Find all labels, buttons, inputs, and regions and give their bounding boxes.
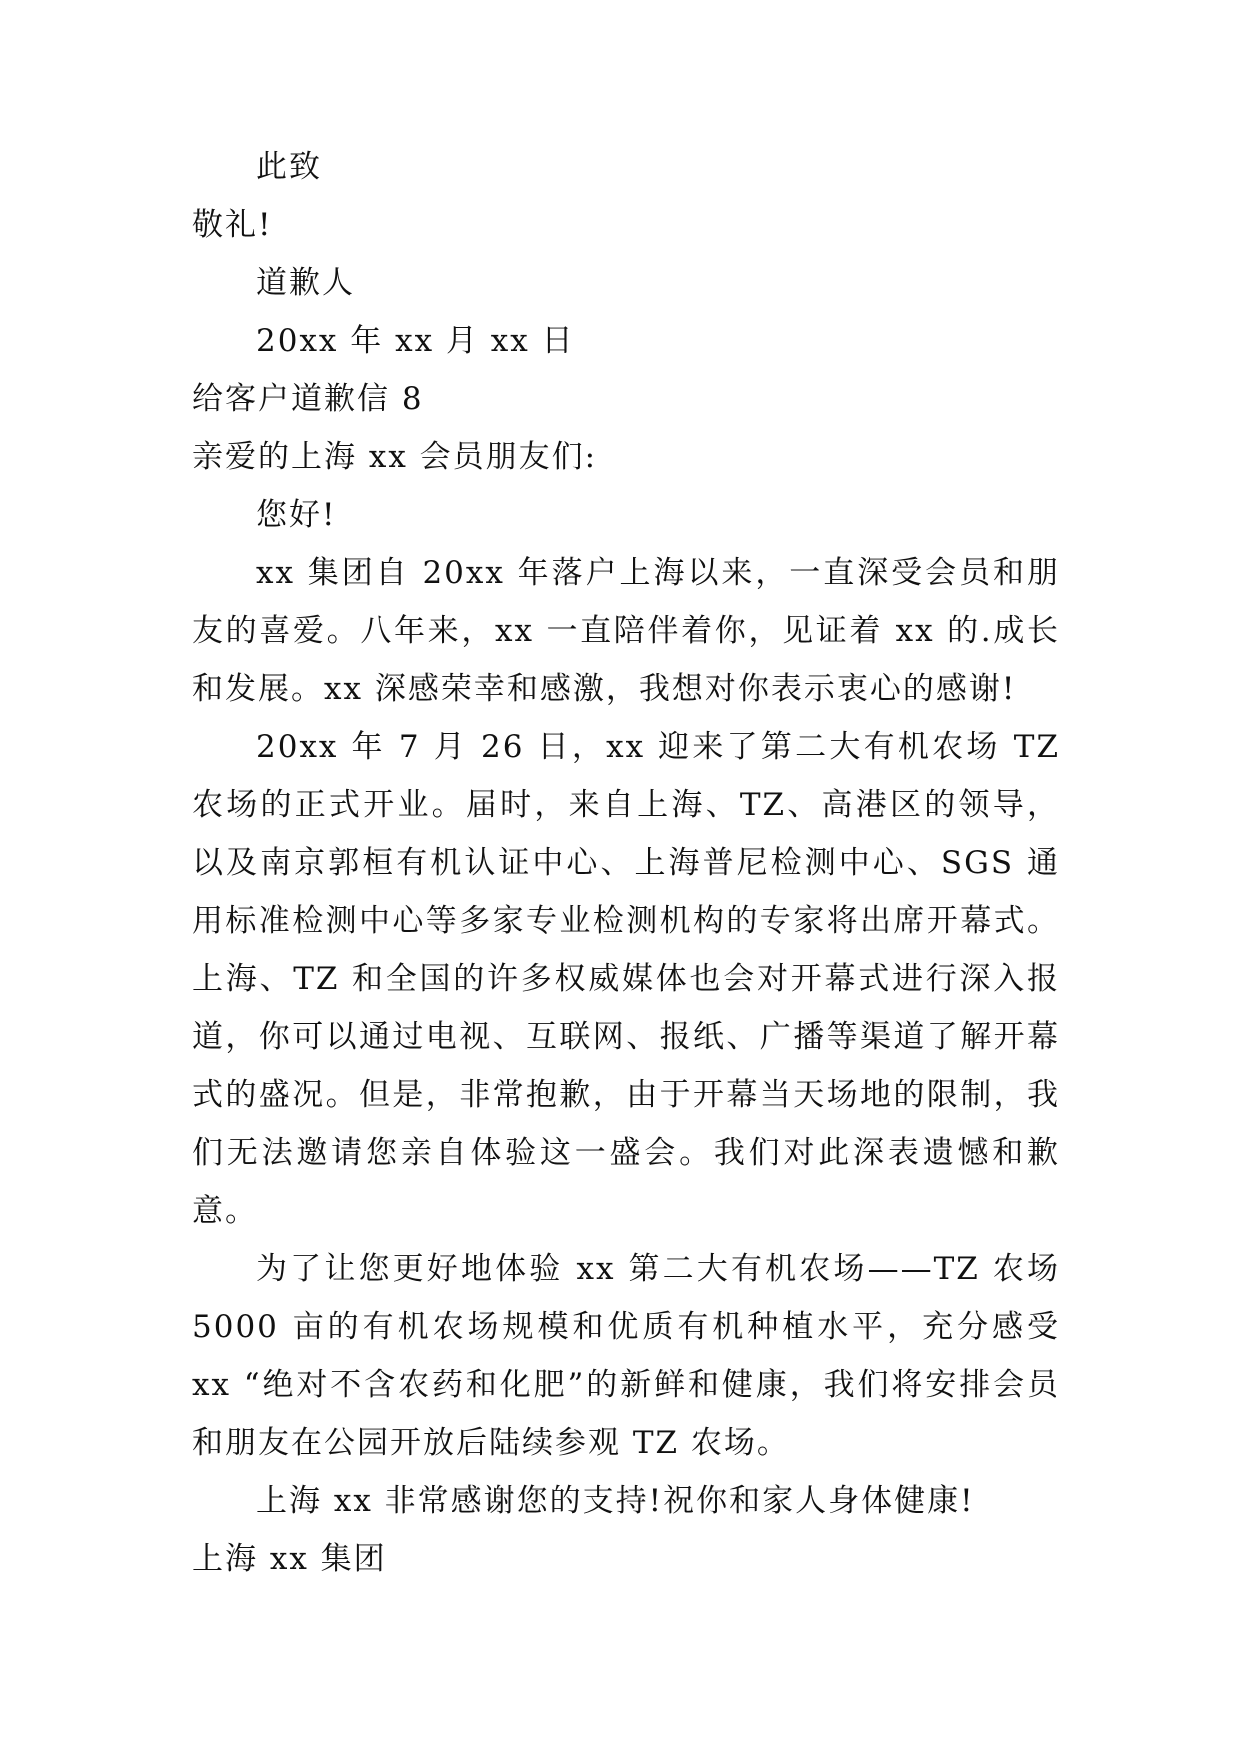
- letter-salutation: 亲爱的上海 xx 会员朋友们:: [192, 439, 598, 475]
- letter-text: [192, 138, 1060, 1588]
- closing-signer: 道歉人: [256, 265, 355, 301]
- closing-salute: 敬礼!: [192, 207, 273, 243]
- closing-date: 20xx 年 xx 月 xx 日: [256, 323, 575, 359]
- letter-title: 给客户道歉信 8: [192, 381, 424, 417]
- paragraph-4: 上海 xx 非常感谢您的支持!祝你和家人身体健康!: [256, 1483, 975, 1519]
- letter-signature: 上海 xx 集团: [192, 1541, 387, 1577]
- closing-greeting: 此致: [256, 149, 322, 185]
- paragraph-1: xx 集团自 20xx 年落户上海以来，一直深受会员和朋友的喜爱。八年来，xx 一直陪伴着你，见证着 xx 的.成长和发展。xx 深感荣幸和感激，我想对你表示衷心的感谢!: [192, 555, 1060, 707]
- paragraph-2: 20xx 年 7 月 26 日，xx 迎来了第二大有机农场 TZ 农场的正式开业。届时，来自上海、TZ、高港区的领导，以及南京郭桓有机认证中心、上海普尼检测中心、SGS 通用标准检测中心等多家专业检测机构的专家将出席开幕式。上海、TZ 和全国的许多权威媒体也会对开幕式进行深入报道，你可以通过电视、互联网、报纸、广播等渠道了解开幕式的盛况。但是，非常抱歉，由于开幕当天场地的限制，我们无法邀请您亲自体验这一盛会。我们对此深表遗憾和歉意。: [192, 729, 1060, 1229]
- letter-hello: 您好!: [256, 497, 337, 533]
- paragraph-3: 为了让您更好地体验 xx 第二大有机农场——TZ 农场 5000 亩的有机农场规模和优质有机种植水平，充分感受 xx “绝对不含农药和化肥”的新鲜和健康，我们将安排会员和朋友在公园开放后陆续参观 TZ 农场。: [192, 1251, 1060, 1461]
